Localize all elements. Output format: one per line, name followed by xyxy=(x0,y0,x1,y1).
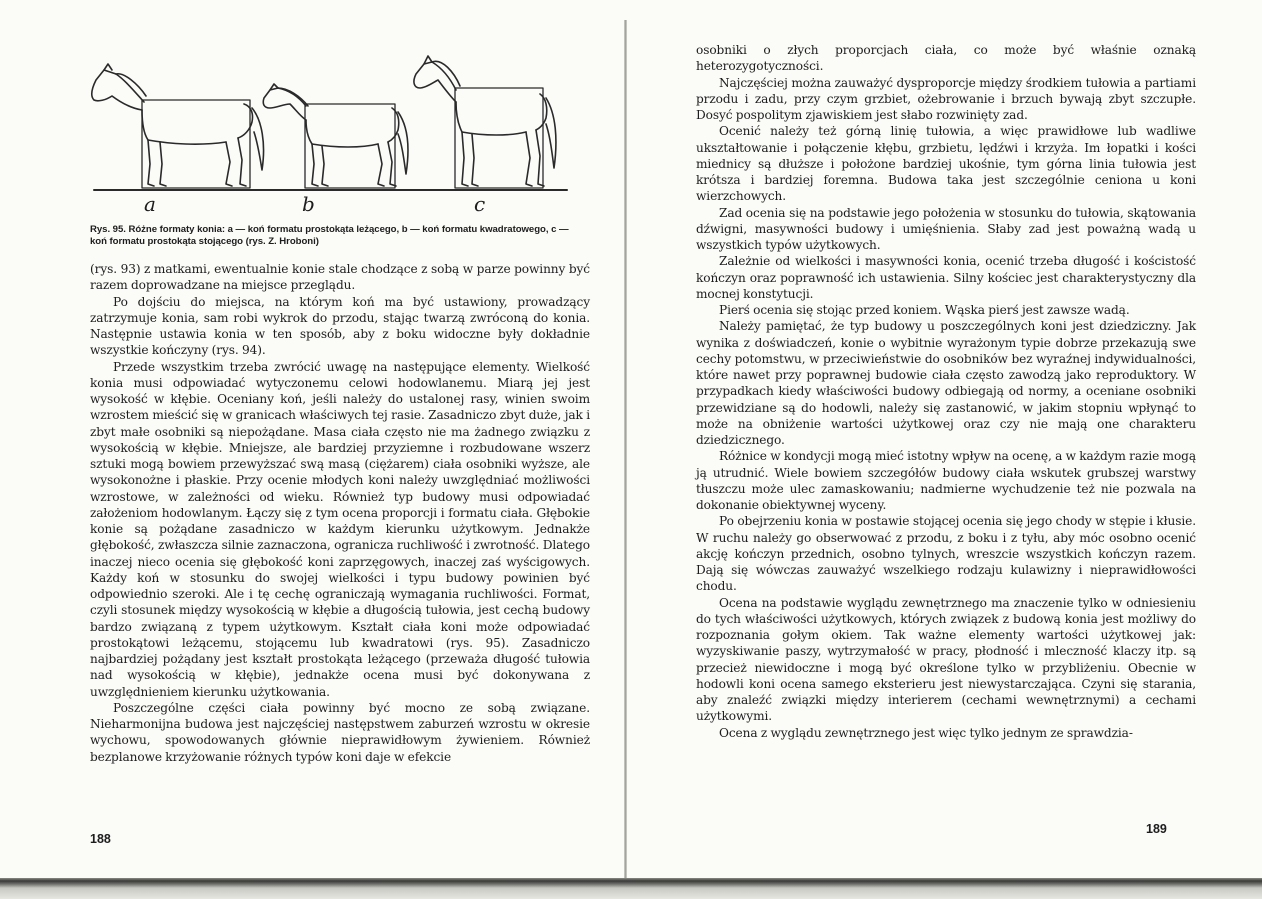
paragraph: Ocena z wyglądu zewnętrznego jest więc tylko jednym ze sprawdzia- xyxy=(719,725,1133,740)
paragraph: Poszczególne części ciała powinny być mocno ze sobą związane. Nieharmonijna budowa jest najczęściej następstwem zaburzeń wzrostu w okresie wychowu, spowodowanych głównie nieprawidłowym żywieniem. Również bezplanowe krzyżowanie różnych typów koni daje w efekcie xyxy=(90,700,590,764)
paragraph: Pierś ocenia się stojąc przed koniem. Wąska pierś jest zawsze wadą. xyxy=(719,303,1130,317)
paragraph: Zad ocenia się na podstawie jego położenia w stosunku do tułowia, skątowania dźwigni, masywności budowy i umięśnienia. Słaby zad jest poważną wadą u wszystkich typów użytkowych. xyxy=(696,205,1196,252)
paragraph: Należy pamiętać, że typ budowy u poszczególnych koni jest dziedziczny. Jak wynika z doświadczeń, konie o wybitnie wyrażonym typie dobrze przekazują swe cechy potomstwu, w przeciwieństwie do osobników bez wyraźnej indywidualności, które nawet przy poprawnej budowie ciała często zawodzą jako reproduktory. W przypadkach kiedy właściwości budowy odbiegają od normy, a oceniane osobniki przewidziane są do hodowli, należy się zastanowić, w jakim stopniu wpłynąć to może na obniżenie wartości użytkowej oraz czy nie mają one charakteru dziedzicznego. xyxy=(696,319,1196,447)
paragraph: Przede wszystkim trzeba zwrócić uwagę na następujące elementy. Wielkość konia musi odpowiadać wytyczonemu celowi hodowlanemu. Miarą jej jest wysokość w kłębie. Oceniany koń, jeśli należy do ustalonej rasy, winien swoim wzrostem mieścić się w granicach właściwych tej rasie. Zasadniczo zbyt duże, jak i zbyt małe osobniki są niepożądane. Masa ciała często nie ma żadnego związku z wysokością w kłębie. Mniejsze, ale bardziej przyziemne i rozbudowane wszerz sztuki mogą bowiem przewyższać swą masą (ciężarem) ciała osobniki wyższe, ale wysokonożne i płaskie. Przy ocenie młodych koni należy uwzględniać możliwości wzrostowe, w zależności od wieku. Również typ budowy musi odpowiadać założeniom hodowlanym. Łączy się z tym ocena proporcji i formatu ciała. Głębokie konie są pożądane zasadniczo w każdym kierunku użytkowym. Jednakże głębokość, zwłaszcza silnie zaznaczona, ogranicza ruchliwość i zwrotność. Dlatego inaczej nieco ocenia się głębokość koni zaprzęgowych, inaczej zaś wyścigowych. Każdy koń w stosunku do swojej wielkości i typu budowy powinien być odpowiednio szeroki. Ale i tę cechę ograniczają wymagania ruchliwości. Format, czyli stosunek między wysokością w kłębie a długością tułowia, jest cechą budowy bardzo związaną z typem użytkowym. Kształt ciała koni może odpowiadać prostokątowi leżącemu, stojącemu lub kwadratowi (rys. 95). Zasadniczo najbardziej pożądany jest kształt prostokąta leżącego (przeważa długość tułowia nad wysokością w kłębie), jednakże ocena musi być dokonywana z uwzględnieniem kierunku użytkowania. xyxy=(90,359,590,699)
paragraph: Po dojściu do miejsca, na którym koń ma być ustawiony, prowadzący zatrzymuje konia, sam robi wykrok do przodu, stając twarzą zwróconą do konia. Następnie ustawia konia w ten sposób, aby z boku widoczne były dokładnie wszystkie kończyny (rys. 94). xyxy=(90,294,590,358)
paragraph: Najczęściej można zauważyć dysproporcje między środkiem tułowia a partiami przodu i zadu, przy czym grzbiet, ożebrowanie i brzuch bywają zbyt szczupłe. Dosyć pospolitym zjawiskiem jest słabo rozwinięty zad. xyxy=(696,75,1196,122)
paragraph: Ocenić należy też górną linię tułowia, a więc prawidłowe lub wadliwe ukształtowanie i połączenie kłębu, grzbietu, lędźwi i krzyża. Im łopatki i kości miednicy są dłuższe i położone bardziej ukośnie, tym górna linia tułowia jest krótsza i bardziej foremna. Budowa taka jest szczególnie ceniona u koni wierzchowych. xyxy=(696,124,1196,204)
book-gutter xyxy=(624,20,627,880)
page-number-left: 188 xyxy=(90,832,111,846)
left-page xyxy=(0,0,620,899)
figure-label-c: c xyxy=(474,192,486,216)
horse-b-drawing xyxy=(263,84,408,188)
horse-a-drawing xyxy=(92,64,264,188)
left-text-column xyxy=(90,261,590,765)
horse-c-drawing xyxy=(414,56,556,188)
paragraph: (rys. 93) z matkami, ewentualnie konie stale chodzące z sobą w parze powinny być razem doprowadzane na miejsce przeglądu. xyxy=(90,262,590,293)
right-page xyxy=(634,0,1262,899)
scan-bottom-edge xyxy=(0,878,1262,899)
horse-format-figure xyxy=(80,44,580,216)
figure-caption: Rys. 95. Różne formaty konia: a — koń formatu prostokąta leżącego, b — koń formatu kwadratowego, c — koń formatu prostokąta stojącego (rys. Z. Hroboni) xyxy=(90,224,569,247)
figure-label-b: b xyxy=(302,192,315,216)
paragraph: Ocena na podstawie wyglądu zewnętrznego ma znaczenie tylko w odniesieniu do tych właściwości użytkowych, których związek z budową konia jest możliwy do rozpoznania gołym okiem. Tak ważne elementy wartości użytkowej jak: wyzyskiwanie paszy, wytrzymałość w pracy, płodność i mleczność klaczy itp. są przecież niewidoczne i mogą być określone tylko w przybliżeniu. Obecnie w hodowli koni ocena samego eksterieru jest niewystarczająca. Czyni się starania, aby znaleźć związki między interierem (cechami wewnętrznymi) a cechami użytkowymi. xyxy=(696,595,1196,724)
right-text-column xyxy=(696,42,1196,741)
figure-label-a: a xyxy=(144,192,156,216)
horse-illustration xyxy=(80,44,580,216)
paragraph: Zależnie od wielkości i masywności konia, ocenić trzeba długość i kościstość kończyn oraz poprawność ich ustawienia. Silny kościec jest charakterystyczny dla mocnej konstytucji. xyxy=(696,254,1196,301)
paragraph: Po obejrzeniu konia w postawie stojącej ocenia się jego chody w stępie i kłusie. W ruchu należy go obserwować z przodu, z boku i z tyłu, aby móc osobno ocenić akcję kończyn przednich, osobno tylnych, wreszcie wszystkich kończyn razem. Dają się wówczas zauważyć wszelkiego rodzaju kulawizny i nieprawidłowości chodu. xyxy=(696,514,1196,594)
paragraph: Różnice w kondycji mogą mieć istotny wpływ na ocenę, a w każdym razie mogą ją utrudnić. Wiele bowiem szczegółów budowy ciała wskutek grubszej warstwy tłuszczu może ulec zamaskowaniu; nadmierne wychudzenie też nie pozwala na dokonanie obiektywnej wyceny. xyxy=(696,449,1196,512)
page-number-right: 189 xyxy=(1146,822,1167,836)
paragraph: osobniki o złych proporcjach ciała, co może być właśnie oznaką heterozygotyczności. xyxy=(696,43,1196,74)
